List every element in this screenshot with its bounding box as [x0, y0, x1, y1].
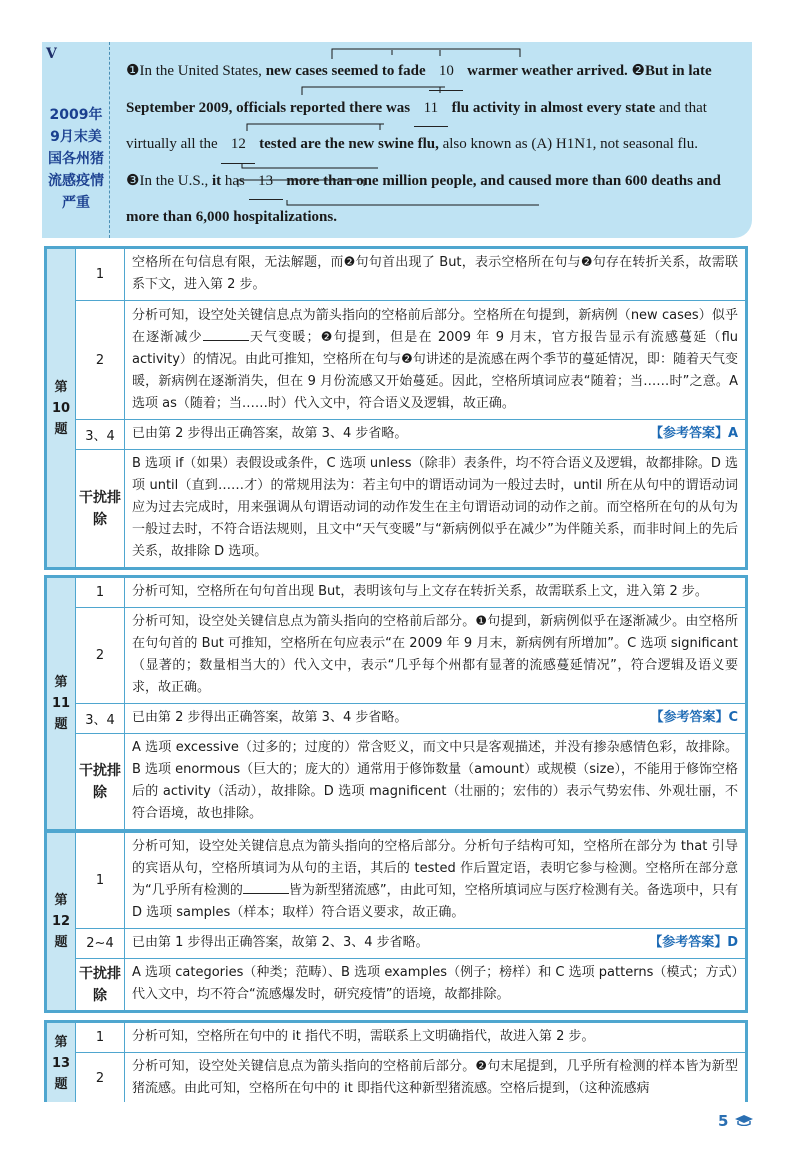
reference-answer: 【参考答案】D: [649, 935, 738, 950]
sentence-marker-3: ❸: [126, 172, 140, 189]
step-number: 2: [76, 1053, 125, 1103]
distractor-label: 干扰排除: [76, 959, 125, 1011]
step-number: 1: [76, 249, 125, 301]
distractor-label: 干扰排除: [76, 734, 125, 830]
distractor-text: B 选项 if（如果）表假设或条件，C 选项 unless（除非）表条件，均不符合语义及逻辑，故都排除。D 选项 until（直到……才）的常规用法为：若主句中的谓语动词为一般过去时，until 所在从句中的谓语动词应为过去完成时，用来强调从句谓语动词的动作发生在主句谓语动词的动作之前。而空格所在句的从句为一般过去时，不符合语法规则，且文中“天气变暖”与“新病例似乎在减少”为伴随关系，而非时间上的先后关系，故排除 D 选项。: [125, 450, 746, 568]
step-text: 已由第 2 步得出正确答案，故第 3、4 步省略。 【参考答案】A: [125, 420, 746, 450]
passage-panel: [42, 42, 752, 238]
text-blank: [203, 340, 249, 341]
step-number: 3、4: [76, 420, 125, 450]
side-note: 2009年9月末美国各州猪流感疫情严重: [48, 107, 104, 211]
blank-11[interactable]: 11: [414, 91, 448, 128]
step-text: 分析可知，设空处关键信息点为箭头指向的空格后部分。分析句子结构可知，空格所在部分为 that 引导的宾语从句，空格所填词为从句的主语，其后的 tested 作后置定语，表明它参与检测。空格所在部分意为“几乎所有检测的 皆为新型猪流感”，由此可知，空格所填词应与医疗检测有关。备选项中，只有 D 选项 samples（样本；取样）符合语义要求，故正确。: [125, 833, 746, 929]
blank-12[interactable]: 12: [221, 127, 255, 164]
step-number: 1: [76, 578, 125, 608]
step-text: 已由第 1 步得出正确答案，故第 2、3、4 步省略。 【参考答案】D: [125, 929, 746, 959]
step-number: 2: [76, 608, 125, 704]
sentence-marker-2: ❷: [631, 63, 645, 79]
page-number: 5: [718, 1112, 754, 1130]
step-number: 3、4: [76, 704, 125, 734]
reference-answer: 【参考答案】C: [650, 710, 738, 725]
step-text: 分析可知，空格所在句中的 it 指代不明，需联系上文明确指代，故进入第 2 步。: [125, 1023, 746, 1053]
blank-13[interactable]: 13: [249, 164, 283, 201]
question-11-block: [44, 575, 748, 832]
question-11-label: 第 11 题: [47, 578, 76, 830]
step-text: 空格所在句信息有限，无法解题，而❷句句首出现了 But，表示空格所在句与❷句存在转折关系，故需联系下文，进入第 2 步。: [125, 249, 746, 301]
question-10-block: [44, 246, 748, 570]
step-text: 分析可知，空格所在句句首出现 But，表明该句与上文存在转折关系，故需联系上文，进入第 2 步。: [125, 578, 746, 608]
question-12-label: 第 12 题: [47, 833, 76, 1011]
blank-10[interactable]: 10: [429, 54, 463, 91]
step-number: 2: [76, 301, 125, 420]
step-number: 1: [76, 1023, 125, 1053]
distractor-text: A 选项 categories（种类；范畴）、B 选项 examples（例子；榜样）和 C 选项 patterns（模式；方式）代入文中，均不符合“流感爆发时，研究疫情”的语境，故都排除。: [125, 959, 746, 1011]
sentence-marker-1: ❶: [126, 63, 140, 79]
question-10-label: 第 10 题: [47, 249, 76, 568]
text-blank: [243, 893, 289, 894]
step-text: 分析可知，设空处关键信息点为箭头指向的空格前后部分。❶句提到，新病例似乎在逐渐减少。由空格所在句句首的 But 可推知，空格所在句应表示“在 2009 年 9 月末，新病例有所增加”。C 选项 significant（显著的；数量相当大的）代入文中，表示“几乎每个州都有显著的流感蔓延情况”，符合逻辑及语义要求，故正确。: [125, 608, 746, 704]
step-text: 分析可知，设空处关键信息点为箭头指向的空格前后部分。空格所在句提到，新病例（new cases）似乎在逐渐减少 天气变暖；❷句提到，但是在 2009 年 9 月末，官方报告显示有流感蔓延（flu activity）的情况。由此可推知，空格所在句与❷句讲述的是流感在两个季节的蔓延情况，即：随着天气变暖，新病例在逐渐消失，但在 9 月份流感又开始蔓延。因此，空格所填词应表“随着；当……时”之意。A 选项 as（随着；当……时）代入文中，符合语义及逻辑，故正确。: [125, 301, 746, 420]
step-text: 分析可知，设空处关键信息点为箭头指向的空格前后部分。❷句末尾提到，几乎所有检测的样本皆为新型猪流感。由此可知，空格所在句中的 it 即指代这种新型猪流感。空格后提到，（这种流感病: [125, 1053, 746, 1103]
passage-sidebar: [42, 42, 110, 238]
passage-text: ❶In the United States, new cases seemed to fade 10 warmer weather arrived. ❷But in late September 2009, officials reported there was 11 flu activity in almost every state and that virtually all the 12 tested are the new swine flu, also known as (A) H1N1, not seasonal flu. ❸In the U.S., it has 13 more than one million people, and caused more than 600 deaths and more than 6,000 hospitalizations.: [126, 54, 746, 236]
distractor-text: A 选项 excessive（过多的；过度的）常含贬义，而文中只是客观描述，并没有掺杂感情色彩，故排除。B 选项 enormous（巨大的；庞大的）通常用于修饰数量（amount）或规模（size），不能用于修饰空格后的 activity（活动），故排除。D 选项 magnificent（壮丽的；宏伟的）表示气势宏伟、外观壮丽，不符合语境，故也排除。: [125, 734, 746, 830]
book-icon: [734, 1114, 754, 1126]
question-13-label: 第 13 题: [47, 1023, 76, 1103]
reference-answer: 【参考答案】A: [649, 426, 738, 441]
question-13-block: [44, 1020, 748, 1102]
step-text: 已由第 2 步得出正确答案，故第 3、4 步省略。 【参考答案】C: [125, 704, 746, 734]
step-number: 1: [76, 833, 125, 929]
section-number: V: [46, 46, 57, 62]
question-12-block: [44, 830, 748, 1013]
distractor-label: 干扰排除: [76, 450, 125, 568]
step-number: 2~4: [76, 929, 125, 959]
